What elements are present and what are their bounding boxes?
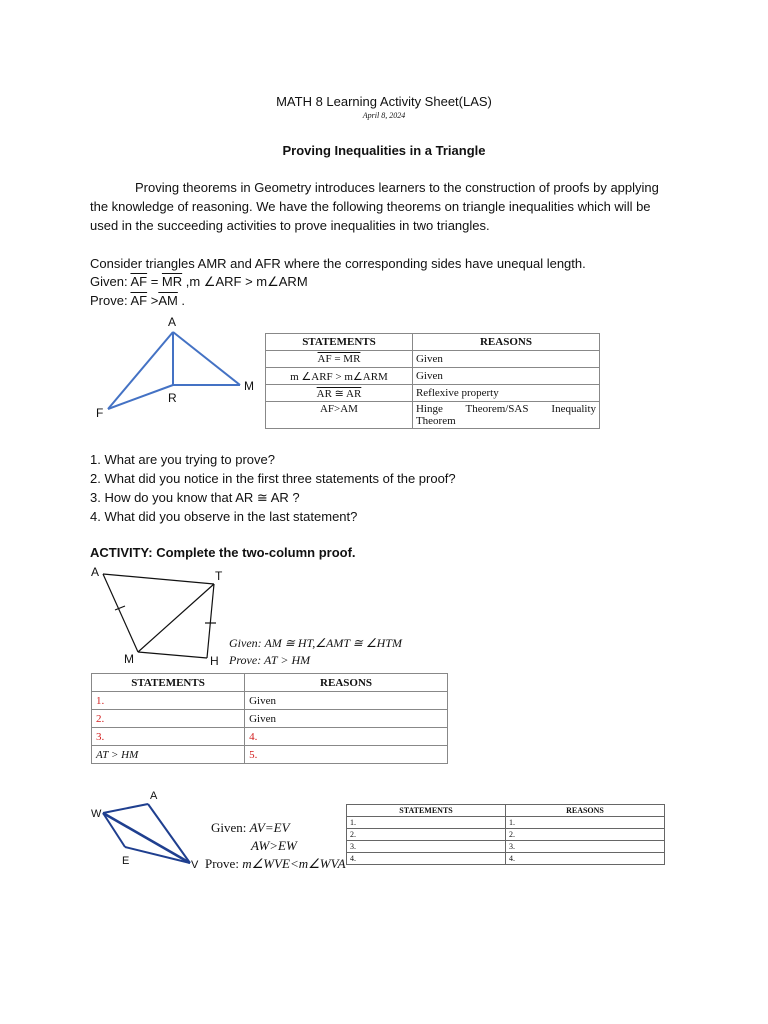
activity-given: [229, 636, 402, 651]
segment-mh: [138, 652, 207, 658]
table-row: [266, 385, 600, 402]
given-prefix: Given:: [90, 274, 131, 289]
question-3: 3. How do you know that AR ≅ AR ?: [90, 490, 300, 505]
vertex-label-r: R: [168, 391, 177, 405]
statements-header: STATEMENTS: [347, 805, 506, 817]
reasons-header: REASONS: [245, 674, 448, 692]
prove-segment-am: $\overline{AM}$: [158, 293, 178, 308]
vertex-label-h: H: [210, 654, 219, 668]
quadrilateral-figure-amht: [88, 562, 228, 672]
vertex-label-v: V: [191, 859, 199, 871]
table-header-row: [92, 674, 448, 692]
table-row: [92, 710, 448, 728]
given-prefix: Given:: [211, 820, 250, 835]
given-line: [90, 272, 308, 291]
given-statement-1: AV=EV: [249, 820, 290, 835]
intro-paragraph: Proving theorems in Geometry introduces learners to the construction of proofs by applying the knowledge of reasoning. We have the following theorems on triangle inequalities which will be used in the succeeding activities to prove inequalities in two triangles.: [90, 180, 659, 233]
given-prefix: Given:: [229, 636, 265, 650]
sheet-title: MATH 8 Learning Activity Sheet(LAS): [276, 94, 492, 109]
segment-at: [103, 574, 214, 584]
prove-segment-af: $\overline{AF}$: [130, 293, 148, 308]
statement-cell[interactable]: 3.: [92, 728, 245, 746]
activity-prove: [229, 653, 310, 668]
statement-cell[interactable]: 4.: [347, 853, 506, 865]
table-row: [92, 692, 448, 710]
prove-line: [90, 291, 185, 310]
reason-cell[interactable]: 4.: [506, 853, 665, 865]
activity-heading: ACTIVITY: Complete the two-column proof.: [90, 545, 356, 560]
segment-am: [103, 574, 138, 652]
vertex-label-a: A: [91, 565, 100, 579]
vertex-label-m: M: [124, 652, 134, 666]
vertex-label-a: A: [150, 790, 158, 802]
table-row: [347, 841, 665, 853]
prove-prefix: Prove:: [90, 293, 131, 308]
table-row: [266, 351, 600, 368]
activity2-given: [211, 820, 290, 836]
table-row: [92, 746, 448, 764]
given-statement: AM ≅ HT,∠AMT ≅ ∠HTM: [264, 636, 402, 650]
question-1: 1. What are you trying to prove?: [90, 452, 275, 467]
vertex-label-f: F: [96, 406, 104, 420]
table-header-row: [347, 805, 665, 817]
segment-wa: [103, 804, 148, 813]
table-row: [347, 817, 665, 829]
figure-lines: [103, 804, 190, 863]
table-row: [92, 728, 448, 746]
sheet-date: April 8, 2024: [362, 111, 406, 120]
topic-heading: Proving Inequalities in a Triangle: [282, 143, 486, 158]
statement-cell: [266, 385, 413, 402]
activity-proof-table: [91, 673, 448, 764]
prove-prefix: Prove:: [229, 653, 264, 667]
activity2-given-2: [251, 838, 297, 854]
given-segment-mr: $\overline{MR}$: [161, 274, 183, 289]
statement-text: AR ≅ AR: [316, 387, 362, 400]
prove-gt: >: [147, 293, 159, 308]
reason-cell: Given: [245, 692, 448, 710]
activity2-prove: [205, 856, 346, 872]
given-statement-2: AW>EW: [251, 838, 297, 853]
segment-wv: [103, 813, 190, 863]
statement-cell: [266, 351, 413, 368]
consider-text: Consider triangles AMR and AFR where the corresponding sides have unequal length.: [90, 256, 586, 271]
segment-am: [173, 332, 240, 385]
reason-cell: Reflexive property: [412, 385, 599, 402]
example-proof-table: [265, 333, 600, 429]
reasons-header: REASONS: [412, 334, 599, 351]
statement-cell: AF>AM: [266, 402, 413, 429]
reason-cell: Given: [412, 351, 599, 368]
activity2-proof-table: [346, 804, 665, 865]
table-header-row: [266, 334, 600, 351]
reason-cell[interactable]: 1.: [506, 817, 665, 829]
table-row: [347, 829, 665, 841]
vertex-label-e: E: [122, 855, 130, 867]
given-angles: ,m ∠ARF > m∠ARM: [182, 274, 308, 289]
segment-mt: [138, 584, 214, 652]
prove-prefix: Prove:: [205, 856, 243, 871]
table-row: [347, 853, 665, 865]
prove-statement: m∠WVE<m∠WVA: [242, 856, 346, 871]
table-row: [266, 402, 600, 429]
question-4: 4. What did you observe in the last statement?: [90, 509, 358, 524]
reason-cell[interactable]: 3.: [506, 841, 665, 853]
prove-end: .: [177, 293, 186, 308]
reason-cell: Given: [245, 710, 448, 728]
reason-cell: Given: [412, 368, 599, 385]
statements-header: STATEMENTS: [92, 674, 245, 692]
reason-cell[interactable]: 4.: [245, 728, 448, 746]
statement-cell[interactable]: 2.: [92, 710, 245, 728]
vertex-label-t: T: [215, 569, 223, 583]
vertex-label-a: A: [168, 315, 177, 329]
given-segment-af: $\overline{AF}$: [130, 274, 148, 289]
statement-cell[interactable]: 1.: [92, 692, 245, 710]
figure-lines: [103, 574, 216, 658]
statement-cell[interactable]: 1.: [347, 817, 506, 829]
reason-cell[interactable]: 2.: [506, 829, 665, 841]
segment-th: [207, 584, 214, 658]
statement-text: AF = MR: [317, 353, 361, 365]
statement-cell[interactable]: 3.: [347, 841, 506, 853]
table-row: [266, 368, 600, 385]
prove-statement: AT > HM: [264, 653, 311, 667]
statement-cell: m ∠ARF > m∠ARM: [266, 368, 413, 385]
tick-mark-am: [115, 606, 125, 610]
statements-header: STATEMENTS: [266, 334, 413, 351]
triangle-figure-amr-afr: [90, 312, 265, 424]
statement-cell[interactable]: 2.: [347, 829, 506, 841]
reason-cell: Hinge Theorem/SAS Inequality Theorem: [412, 402, 599, 429]
statement-cell: AT > HM: [92, 746, 245, 764]
reasons-header: REASONS: [506, 805, 665, 817]
vertex-label-w: W: [91, 808, 102, 820]
given-equals: =: [147, 274, 162, 289]
reason-cell[interactable]: 5.: [245, 746, 448, 764]
question-2: 2. What did you notice in the first three statements of the proof?: [90, 471, 456, 486]
vertex-label-m: M: [244, 379, 254, 393]
quadrilateral-figure-wave: [90, 786, 205, 876]
